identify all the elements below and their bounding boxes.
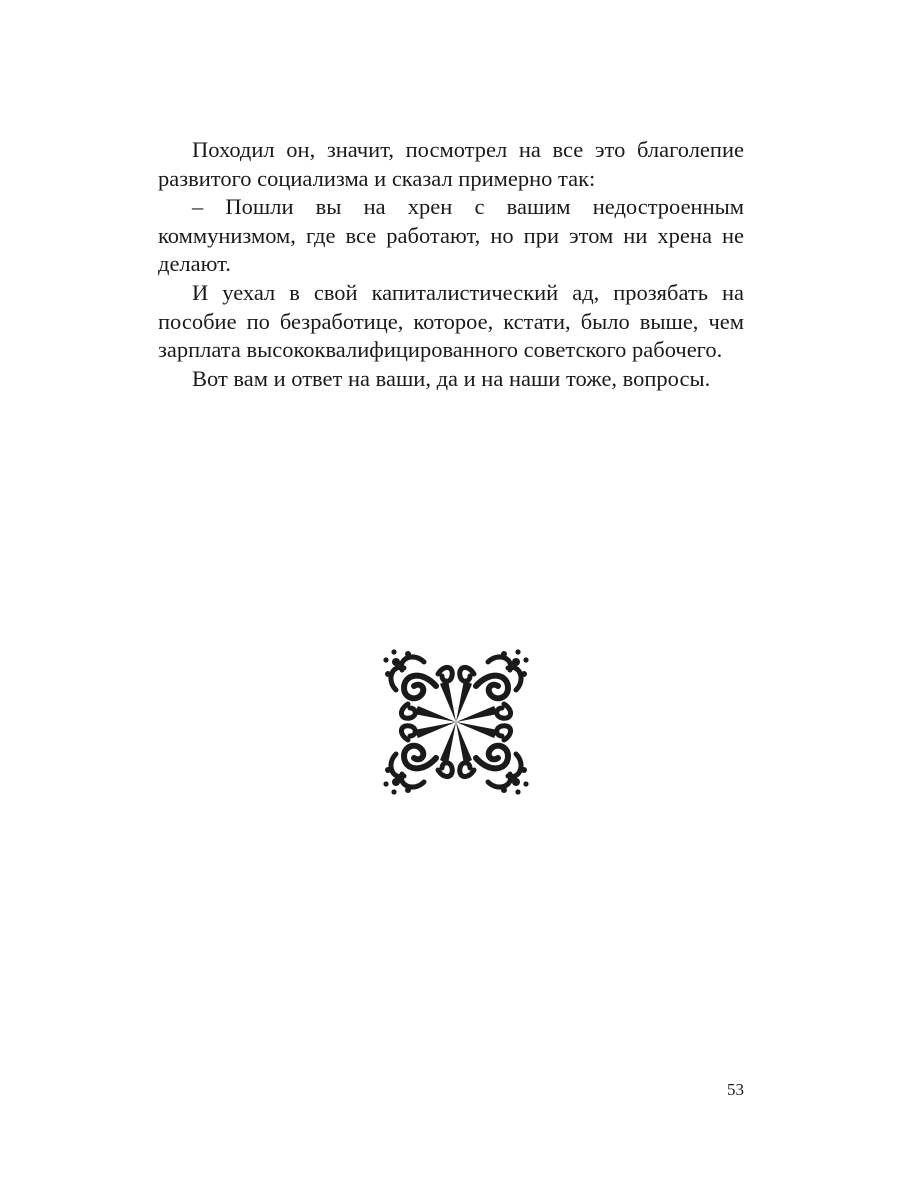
paragraph-2: – Пошли вы на хрен с вашим недостроенным коммунизмом, где все работают, но при этом ни хрена не делают.	[158, 194, 744, 277]
floral-ornament-icon	[374, 640, 538, 804]
paragraph-3: И уехал в свой капиталистический ад, прозябать на пособие по безработице, которое, кстати, было выше, чем зарплата высококвалифицированного советского рабочего.	[158, 279, 744, 363]
paragraph-1: Походил он, значит, посмотрел на все это благолепие развитого социализма и сказал примерно так:	[158, 137, 744, 191]
body-text	[158, 136, 744, 393]
paragraph-4: Вот вам и ответ на ваши, да и на наши тоже, вопросы.	[192, 365, 711, 391]
page-number: 53	[727, 1080, 744, 1099]
